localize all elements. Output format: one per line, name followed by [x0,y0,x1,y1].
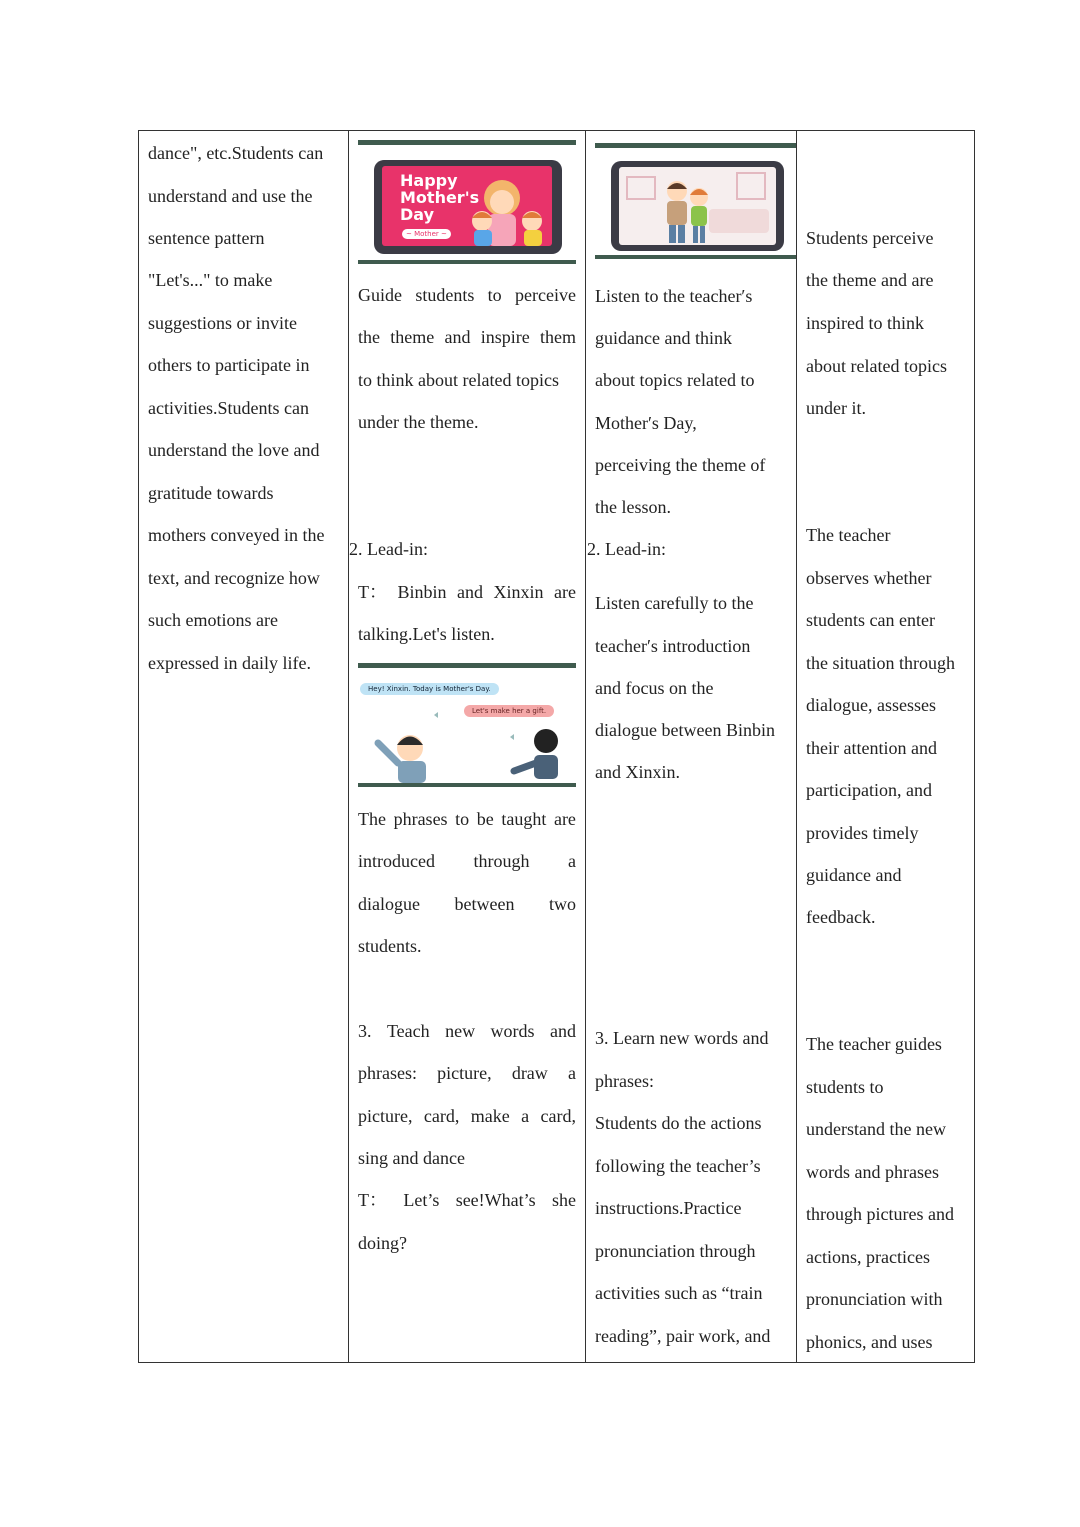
assessment-line: participation, and [806,780,932,800]
speech-bubble-blue: Hey! Xinxin. Today is Mother's Day. [360,683,499,695]
student-text-line: the lesson. [595,497,671,517]
slide-badge: ~ Mother ~ [402,229,451,239]
column-divider [585,131,586,1362]
teacher-text-line: sing and dance [358,1148,465,1168]
assessment-line: under it. [806,398,866,418]
student-text-line: 3. Learn new words and [595,1028,769,1048]
student-text-line: activities such as “train [595,1283,763,1303]
assessment-line: feedback. [806,907,876,927]
teacher-text-line: picture, card, make a card, [358,1106,576,1126]
leadin-heading: 2. Lead-in: [587,539,666,559]
student-text-line: Mother′s Day, [595,413,697,433]
assessment-line: about related topics [806,356,947,376]
objective-line: "Let's..." to make [148,270,273,290]
slide-title: Happy Mother's Day [400,171,480,224]
teacher-text-line: T： Binbin and Xinxin are [358,582,576,602]
student-text-line: Listen to the teacher′s [595,286,753,306]
student-text-line: instructions.Practice [595,1198,742,1218]
objective-line: dance", etc.Students can [148,143,324,163]
student-text-line: about topics related to [595,370,755,390]
objective-line: activities.Students can [148,398,309,418]
teacher-text-line: to think about related topics [358,370,559,390]
dialogue-slide [358,663,576,787]
assessment-line: observes whether [806,568,932,588]
students-illustration [358,663,576,787]
teacher-text-line: students. [358,936,422,956]
slide-bottom-bar [358,260,576,264]
objective-line: text, and recognize how [148,568,320,588]
student-text-line: Students do the actions [595,1113,762,1133]
objective-line: such emotions are [148,610,278,630]
assessment-line: guidance and [806,865,902,885]
assessment-line: students can enter [806,610,935,630]
teacher-text-line: the theme and inspire them [358,327,576,347]
objective-line: understand and use the [148,186,313,206]
objective-line: others to participate in [148,355,310,375]
slide-screen [619,167,776,245]
student-text-line: dialogue between Binbin [595,720,775,740]
student-text-line: following the teacher’s [595,1156,761,1176]
slide-top-bar [358,140,576,145]
objective-line: suggestions or invite [148,313,297,333]
teacher-text-line: introduced through a [358,851,576,871]
objective-line: mothers conveyed in the [148,525,325,545]
teacher-text-line: talking.Let's listen. [358,624,495,644]
phone-frame [611,161,784,251]
assessment-line: dialogue, assesses [806,695,936,715]
mothers-day-slide [358,140,576,264]
column-divider [348,131,349,1362]
assessment-line: words and phrases [806,1162,939,1182]
assessment-line: students to [806,1077,884,1097]
student-text-line: pronunciation through [595,1241,756,1261]
assessment-line: phonics, and uses [806,1332,933,1352]
phone-frame [374,160,562,254]
teacher-text-line: under the theme. [358,412,479,432]
student-text-line: reading”, pair work, and [595,1326,771,1346]
family-illustration [619,167,776,245]
slide-top-bar [595,143,796,148]
slide-bottom-bar [595,255,796,259]
family-slide [595,143,796,259]
student-text-line: phrases: [595,1071,654,1091]
slide-screen [382,166,552,246]
assessment-line: through pictures and [806,1204,954,1224]
student-text-line: perceiving the theme of [595,455,766,475]
assessment-line: provides timely [806,823,919,843]
student-text-line: and Xinxin. [595,762,680,782]
teacher-text-line: dialogue between two [358,894,576,914]
objective-line: gratitude towards [148,483,274,503]
teacher-text-line: doing? [358,1233,407,1253]
assessment-line: pronunciation with [806,1289,943,1309]
leadin-heading: 2. Lead-in: [349,539,428,559]
teacher-text-line: The phrases to be taught are [358,809,576,829]
student-text-line: and focus on the [595,678,714,698]
assessment-line: the situation through [806,653,955,673]
column-divider [796,131,797,1362]
student-text-line: teacher′s introduction [595,636,751,656]
speech-bubble-pink: Let's make her a gift. [464,705,554,717]
teacher-text-line: Guide students to perceive [358,285,576,305]
teacher-text-line: 3. Teach new words and [358,1021,576,1041]
teacher-text-line: T： Let’s see!What’s she [358,1190,576,1210]
assessment-line: their attention and [806,738,937,758]
assessment-line: understand the new [806,1119,946,1139]
assessment-line: The teacher guides [806,1034,942,1054]
assessment-line: actions, practices [806,1247,930,1267]
assessment-line: The teacher [806,525,891,545]
objective-line: understand the love and [148,440,320,460]
objective-line: sentence pattern [148,228,265,248]
teacher-text-line: phrases: picture, draw a [358,1063,576,1083]
assessment-line: Students perceive [806,228,934,248]
student-text-line: guidance and think [595,328,732,348]
student-text-line: Listen carefully to the [595,593,754,613]
assessment-line: the theme and are [806,270,934,290]
assessment-line: inspired to think [806,313,924,333]
objective-line: expressed in daily life. [148,653,311,673]
